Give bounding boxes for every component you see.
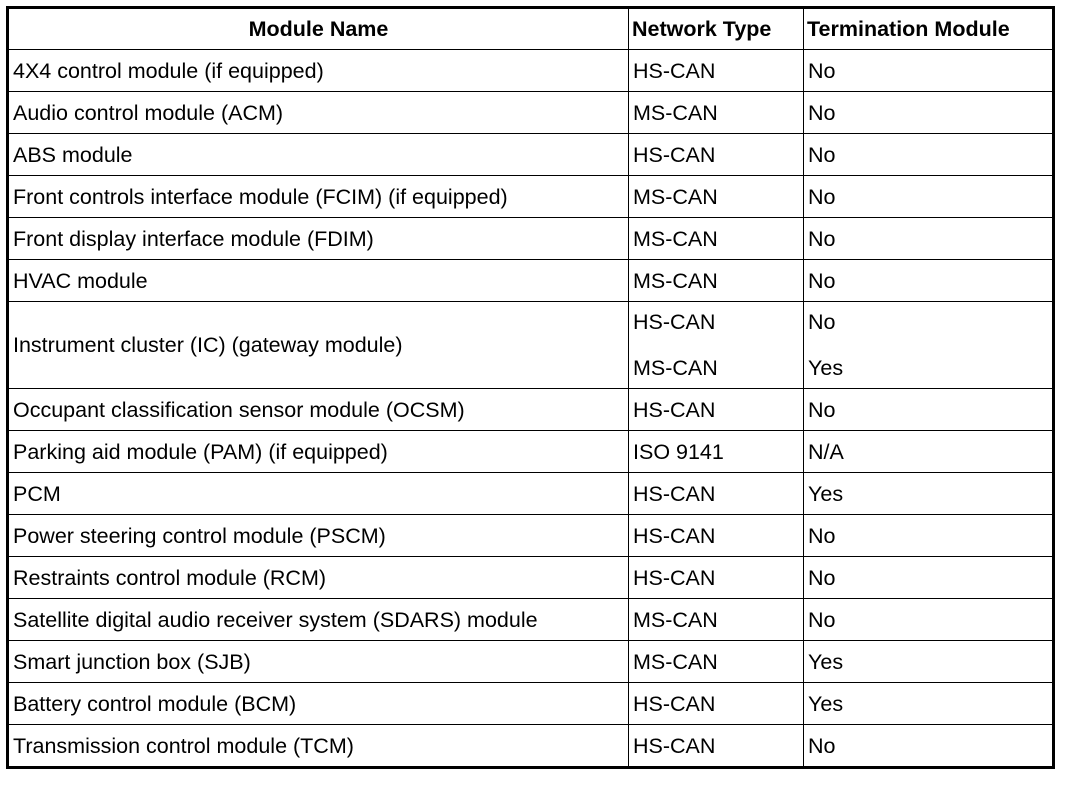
network-type-cell: HS-CAN — [629, 725, 804, 768]
module-name-cell: 4X4 control module (if equipped) — [8, 50, 629, 92]
table-row — [8, 92, 1054, 134]
termination-cell: No — [804, 599, 1054, 641]
table-row — [8, 515, 1054, 557]
termination-cell: No — [804, 725, 1054, 768]
network-type-cell: HS-CAN — [629, 473, 804, 515]
network-type-cell: ISO 9141 — [629, 431, 804, 473]
network-type-value: MS-CAN — [633, 356, 718, 380]
termination-value: No — [808, 310, 836, 334]
header-module-name: Module Name — [8, 8, 629, 50]
network-type-cell: MS-CAN — [629, 260, 804, 302]
module-name-cell: HVAC module — [8, 260, 629, 302]
termination-cell: Yes — [804, 473, 1054, 515]
header-network-type: Network Type — [629, 8, 804, 50]
network-type-cell: MS-CAN — [629, 641, 804, 683]
termination-cell: No — [804, 515, 1054, 557]
termination-cell: No — [804, 389, 1054, 431]
module-name-cell: Battery control module (BCM) — [8, 683, 629, 725]
termination-cell: No — [804, 134, 1054, 176]
termination-cell: No — [804, 50, 1054, 92]
termination-cell: No — [804, 176, 1054, 218]
termination-cell: N/A — [804, 431, 1054, 473]
module-name-cell: Instrument cluster (IC) (gateway module) — [8, 302, 629, 389]
table-row — [8, 599, 1054, 641]
network-type-value: HS-CAN — [633, 310, 716, 334]
network-type-cell: HS-CAN — [629, 683, 804, 725]
network-type-cell: HS-CAN — [629, 134, 804, 176]
network-type-cell: MS-CAN — [629, 218, 804, 260]
termination-cell: No — [804, 557, 1054, 599]
table-row — [8, 473, 1054, 515]
table-row — [8, 302, 1054, 389]
table-row — [8, 725, 1054, 768]
module-name-cell: Front display interface module (FDIM) — [8, 218, 629, 260]
network-type-cell: MS-CAN — [629, 176, 804, 218]
module-name-cell: Power steering control module (PSCM) — [8, 515, 629, 557]
table-row — [8, 431, 1054, 473]
termination-cell: Yes — [804, 683, 1054, 725]
termination-cell: No — [804, 218, 1054, 260]
module-name-cell: Transmission control module (TCM) — [8, 725, 629, 768]
module-name-cell: Restraints control module (RCM) — [8, 557, 629, 599]
module-name-cell: Audio control module (ACM) — [8, 92, 629, 134]
module-name-cell: Satellite digital audio receiver system (SDARS) module — [8, 599, 629, 641]
header-termination-module: Termination Module — [804, 8, 1054, 50]
network-type-cell: HS-CAN — [629, 50, 804, 92]
table-row — [8, 134, 1054, 176]
table-row — [8, 389, 1054, 431]
termination-cell: No — [804, 260, 1054, 302]
module-name-cell: Smart junction box (SJB) — [8, 641, 629, 683]
network-type-cell — [629, 302, 804, 389]
network-type-cell: HS-CAN — [629, 515, 804, 557]
module-name-cell: Occupant classification sensor module (OCSM) — [8, 389, 629, 431]
table-row — [8, 260, 1054, 302]
table-row — [8, 641, 1054, 683]
module-name-cell: PCM — [8, 473, 629, 515]
module-name-cell: Parking aid module (PAM) (if equipped) — [8, 431, 629, 473]
termination-cell — [804, 302, 1054, 389]
table-row — [8, 176, 1054, 218]
network-type-cell: MS-CAN — [629, 92, 804, 134]
module-name-cell: Front controls interface module (FCIM) (if equipped) — [8, 176, 629, 218]
table-row — [8, 50, 1054, 92]
table-header-row — [8, 8, 1054, 50]
table-row — [8, 557, 1054, 599]
table-row — [8, 218, 1054, 260]
table-row — [8, 683, 1054, 725]
network-type-cell: MS-CAN — [629, 599, 804, 641]
termination-value: Yes — [808, 356, 844, 380]
termination-cell: No — [804, 92, 1054, 134]
module-network-table — [6, 6, 1055, 769]
network-type-cell: HS-CAN — [629, 557, 804, 599]
network-type-cell: HS-CAN — [629, 389, 804, 431]
termination-cell: Yes — [804, 641, 1054, 683]
module-name-cell: ABS module — [8, 134, 629, 176]
